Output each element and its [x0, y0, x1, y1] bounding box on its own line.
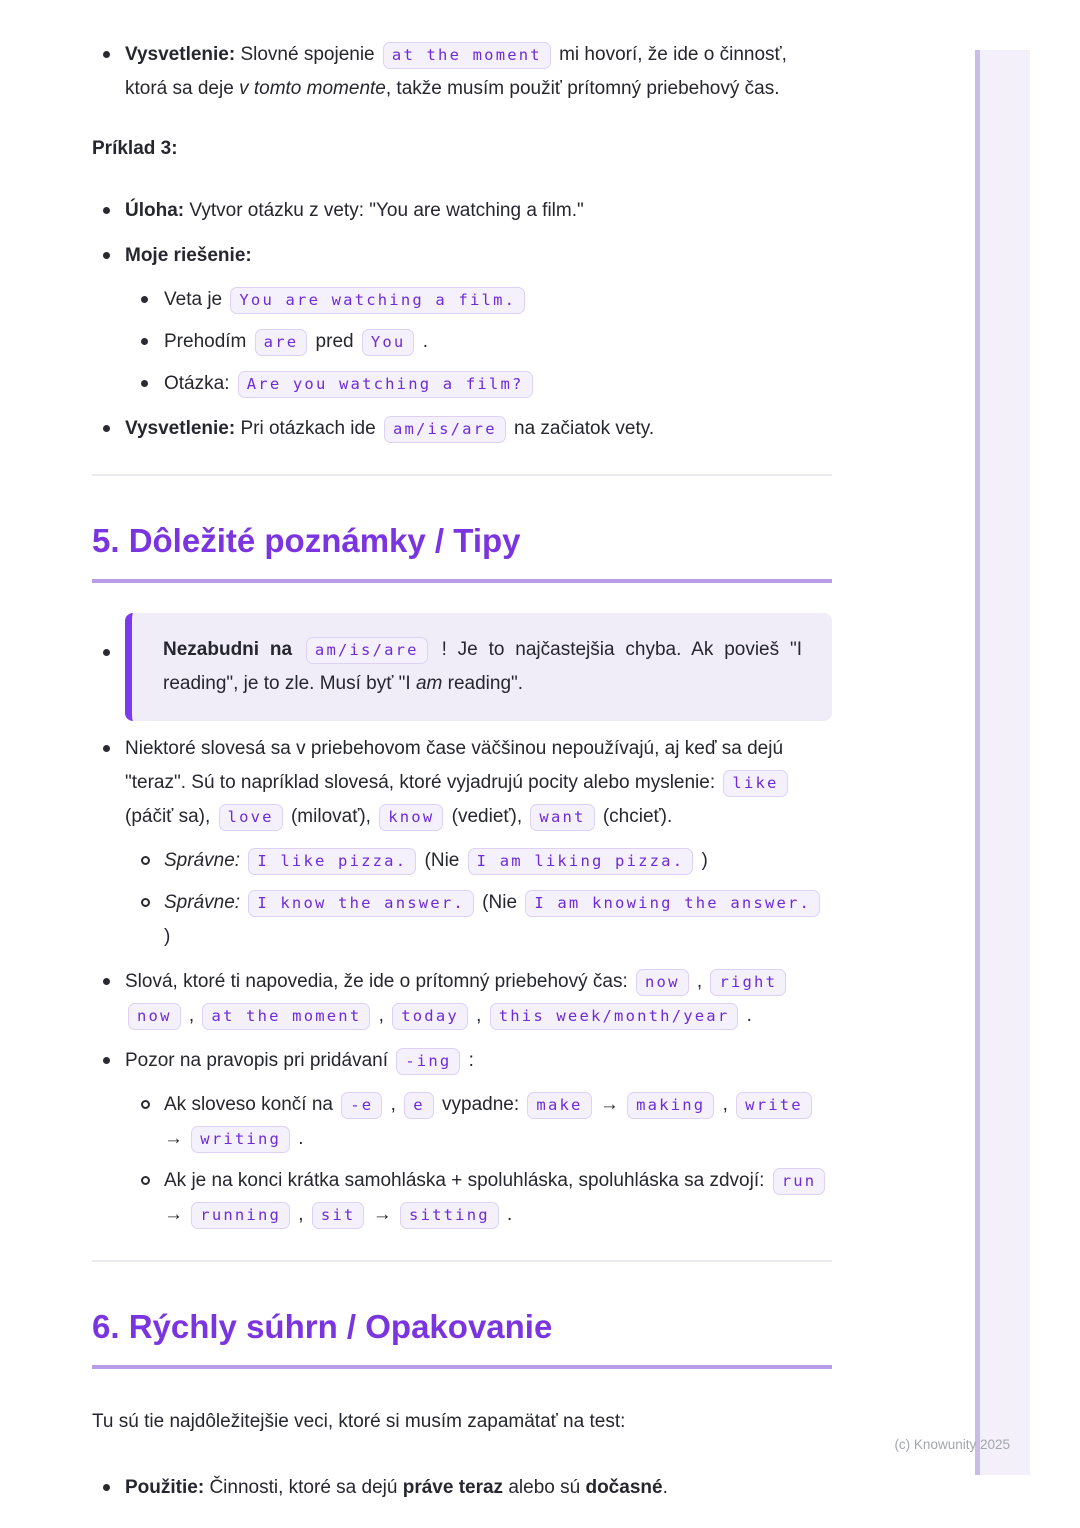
code-chip: want: [530, 804, 594, 831]
list-item: [131, 283, 832, 317]
text-segment: alebo sú: [503, 1477, 586, 1498]
list-item: [131, 886, 832, 954]
code-chip: am/is/are: [384, 416, 506, 443]
text-segment: Slová, ktoré ti napovedia, že ide o prítomný priebehový čas:: [125, 971, 633, 992]
text-segment: ,: [293, 1204, 309, 1225]
text-segment: →: [164, 1128, 189, 1149]
section-divider: [92, 1260, 832, 1262]
text-segment: Niektoré slovesá sa v priebehovom čase väčšinou nepoužívajú, aj keď sa dejú "teraz". Sú to napríklad slovesá, ktoré vyjadrujú pocity alebo myslenie:: [125, 738, 784, 793]
text-segment: , takže musím použiť prítomný priebehový čas.: [385, 78, 780, 99]
bullet-list: [92, 613, 832, 1232]
text-segment: na začiatok vety.: [508, 418, 655, 439]
text-segment: am: [415, 673, 443, 694]
list-item: [92, 965, 832, 1033]
list-item: [131, 1164, 832, 1232]
list-item: [131, 367, 832, 401]
section-heading-5: 5. Dôležité poznámky / Tipy: [92, 522, 832, 583]
rich-text: [125, 38, 832, 106]
list-item: [92, 412, 832, 446]
text-segment: ,: [385, 1094, 402, 1115]
text-segment: ,: [691, 971, 708, 992]
list-item: [92, 194, 832, 228]
text-segment: Správne:: [164, 892, 246, 913]
list-item: [92, 613, 832, 721]
text-segment: (páčiť sa),: [125, 806, 216, 827]
rich-text: [164, 886, 832, 954]
text-segment: ,: [373, 1005, 390, 1026]
text-segment: (milovať),: [285, 806, 377, 827]
text-segment: →: [164, 1204, 189, 1225]
code-chip: make: [527, 1092, 591, 1119]
code-chip: at the moment: [383, 42, 551, 69]
list-item: [131, 325, 832, 359]
text-segment: Prehodím: [164, 331, 252, 352]
notes-content: [92, 38, 832, 1516]
code-chip: sit: [312, 1202, 365, 1229]
code-chip: -ing: [396, 1048, 460, 1075]
text-segment: (Nie: [419, 850, 465, 871]
code-chip: I am liking pizza.: [468, 848, 694, 875]
rich-text: [164, 1164, 832, 1232]
code-chip: today: [392, 1003, 468, 1030]
text-segment: práve teraz: [402, 1477, 504, 1498]
text-segment: (chcieť).: [597, 806, 673, 827]
text-segment: Otázka:: [164, 373, 235, 394]
code-chip: know: [379, 804, 443, 831]
rich-text: [164, 283, 832, 317]
section-heading-6: 6. Rýchly súhrn / Opakovanie: [92, 1308, 832, 1369]
code-chip: sitting: [400, 1202, 499, 1229]
rich-text: [125, 1471, 832, 1505]
code-chip: right now: [128, 969, 786, 1030]
code-chip: at the moment: [202, 1003, 370, 1030]
code-chip: -e: [341, 1092, 382, 1119]
rich-text: [164, 1088, 832, 1156]
text-segment: .: [501, 1204, 513, 1225]
code-chip: You: [362, 329, 415, 356]
summary-intro: Tu sú tie najdôležitejšie veci, ktoré si musím zapamätať na test:: [92, 1411, 626, 1432]
text-segment: pred: [310, 331, 359, 352]
text-segment: Slovné spojenie: [235, 44, 380, 65]
callout-note: [125, 613, 832, 721]
page-edge-strip: [975, 50, 1030, 1475]
rich-text: [164, 844, 832, 878]
bullet-list: [92, 194, 832, 446]
text-segment: (Nie: [476, 892, 523, 913]
sub-list: [125, 844, 832, 954]
text-segment: .: [417, 331, 429, 352]
sub-list: [125, 1088, 832, 1232]
text-segment: .: [293, 1128, 304, 1149]
text-segment: →: [367, 1204, 398, 1225]
code-chip: I am knowing the answer.: [525, 890, 820, 917]
rich-text: [125, 194, 832, 228]
list-item: [92, 239, 832, 401]
list-item: [131, 1088, 832, 1156]
text-segment: mi hovorí, že ide o činnosť, ktorá sa deje: [125, 44, 787, 99]
text-segment: Vytvor otázku z vety: "You are watching a film.": [184, 200, 584, 221]
text-segment: dočasné: [585, 1477, 663, 1498]
rich-text: [163, 633, 802, 701]
rich-text: [125, 965, 832, 1033]
code-chip: e: [404, 1092, 434, 1119]
text-segment: ,: [717, 1094, 734, 1115]
code-chip: writing: [191, 1126, 290, 1153]
code-chip: write: [736, 1092, 812, 1119]
code-chip: like: [723, 770, 787, 797]
code-chip: I know the answer.: [248, 890, 474, 917]
text-segment: Pri otázkach ide: [235, 418, 381, 439]
list-item: [92, 732, 832, 954]
bullet-list: [92, 38, 832, 106]
code-chip: Are you watching a film?: [238, 371, 533, 398]
rich-text: [125, 732, 832, 834]
text-segment: .: [741, 1005, 752, 1026]
text-segment: Činnosti, ktoré sa dejú: [204, 1477, 403, 1498]
text-segment: vypadne:: [436, 1094, 525, 1115]
text-segment: →: [594, 1094, 625, 1115]
text-segment: v tomto momente: [239, 78, 386, 99]
list-item: [131, 844, 832, 878]
code-chip: run: [773, 1168, 826, 1195]
rich-text: [125, 1044, 832, 1078]
text-segment: :: [463, 1050, 474, 1071]
text-segment: ): [164, 926, 171, 947]
rich-text: [164, 367, 832, 401]
code-chip: am/is/are: [306, 637, 428, 664]
list-item: [92, 1471, 832, 1505]
code-chip: You are watching a film.: [230, 287, 525, 314]
text-segment: Moje riešenie:: [125, 245, 252, 266]
code-chip: love: [219, 804, 283, 831]
text-segment: .: [662, 1477, 668, 1498]
list-item: [92, 1044, 832, 1232]
rich-text: [125, 239, 832, 273]
copyright-notice: (c) Knowunity 2025: [894, 1437, 1010, 1452]
text-segment: Nezabudni na: [163, 639, 303, 660]
bullet-list: [92, 1471, 832, 1505]
text-segment: Použitie:: [125, 1477, 205, 1498]
text-segment: Správne:: [164, 850, 246, 871]
text-segment: reading".: [442, 673, 524, 694]
text-segment: Ak je na konci krátka samohláska + spoluhláska, spoluhláska sa zdvojí:: [164, 1170, 770, 1191]
text-segment: Vysvetlenie:: [125, 44, 236, 65]
code-chip: I like pizza.: [248, 848, 416, 875]
section-divider: [92, 474, 832, 476]
text-segment: ! Je to najčastejšia chyba. Ak povieš "I reading", je to zle. Musí byť "I: [163, 639, 802, 694]
text-segment: ): [696, 850, 708, 871]
text-segment: Vysvetlenie:: [125, 418, 236, 439]
rich-text: [125, 412, 832, 446]
text-segment: Pozor na pravopis pri pridávaní: [125, 1050, 394, 1071]
sub-list: [125, 283, 832, 401]
text-segment: (vedieť),: [446, 806, 528, 827]
code-chip: this week/month/year: [490, 1003, 739, 1030]
code-chip: now: [636, 969, 689, 996]
text-segment: Veta je: [164, 289, 228, 310]
text-segment: ,: [470, 1005, 487, 1026]
text-segment: ,: [183, 1005, 200, 1026]
code-chip: running: [191, 1202, 290, 1229]
list-item: [92, 38, 832, 106]
text-segment: Úloha:: [125, 200, 185, 221]
example3-heading: Príklad 3:: [92, 138, 178, 159]
rich-text: [164, 325, 832, 359]
text-segment: Ak sloveso končí na: [164, 1094, 339, 1115]
code-chip: are: [255, 329, 308, 356]
code-chip: making: [627, 1092, 714, 1119]
